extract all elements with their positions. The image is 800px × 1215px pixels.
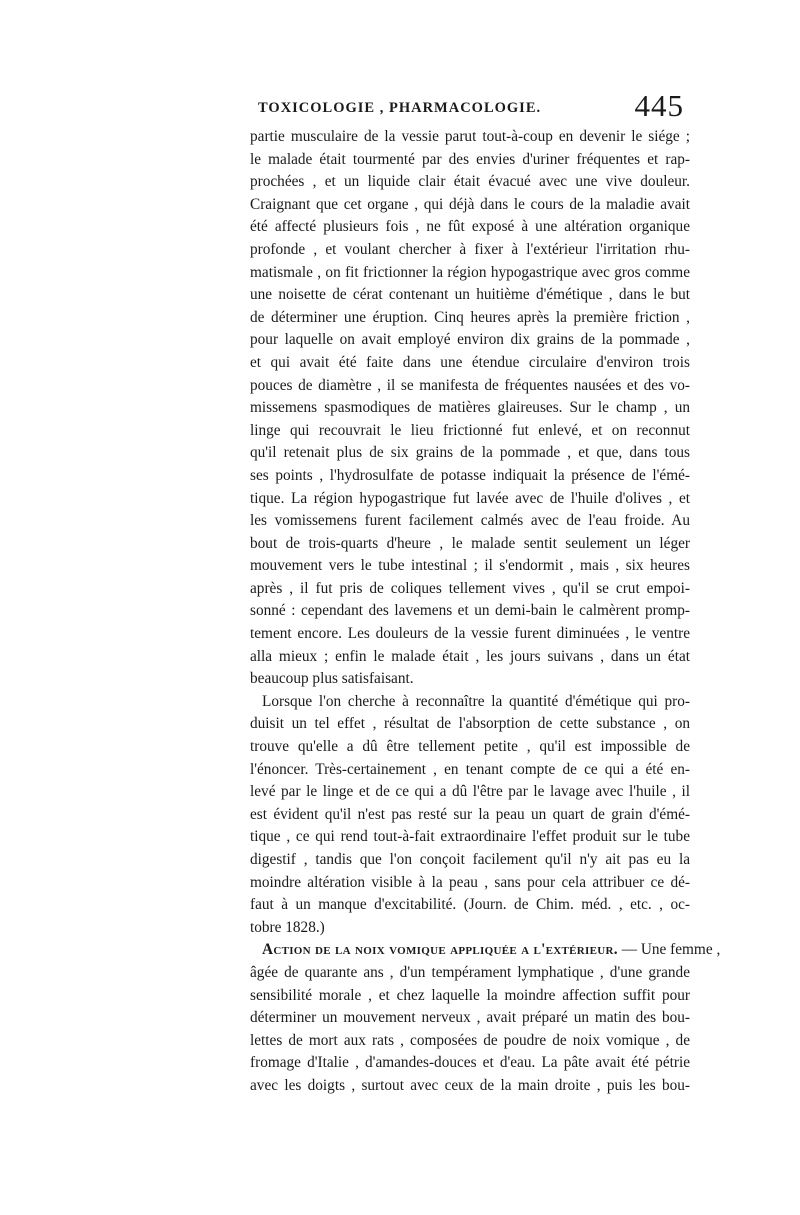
section-heading: Action de la noix vomique appliquée a l'extérieur. (262, 941, 618, 959)
text-line: tement encore. Les douleurs de la vessie furent diminuées , le ventre (250, 625, 690, 643)
text-line: Craignant que cet organe , qui déjà dans le cours de la maladie avait (250, 195, 690, 213)
page-header (252, 88, 688, 128)
text-line: fromage d'Italie , d'amandes-douces et d'eau. La pâte avait été pétrie (250, 1054, 690, 1072)
text-line: est évident qu'il n'est pas resté sur la peau un quart de grain d'émé- (250, 805, 690, 823)
text-line: de déterminer une éruption. Cinq heures après la première friction , (250, 308, 690, 326)
paragraph-1 (250, 126, 690, 691)
text-line: ses points , l'hydrosulfate de potasse indiquait la présence de l'émé- (250, 466, 690, 484)
text-line: bout de trois-quarts d'heure , le malade sentit seulement un léger (250, 534, 690, 552)
text-line: déterminer un mouvement nerveux , avait préparé un matin des bou- (250, 1009, 690, 1027)
text-line: mouvement vers le tube intestinal ; il s'endormit , mais , six heures (250, 557, 690, 575)
text-line: été affecté plusieurs fois , ne fût exposé à une altération organique (250, 218, 690, 236)
text-line: duisit un tel effet , résultat de l'absorption de cette substance , on (250, 715, 690, 733)
page-body (250, 126, 721, 1098)
text-line: pour laquelle on avait employé environ dix grains de la pommade , (250, 331, 690, 349)
text-line: après , il fut pris de coliques tellement vives , qu'il se crut empoi- (250, 579, 690, 597)
text-line (250, 939, 721, 962)
text-line: missemens spasmodiques de matières glaireuses. Sur le champ , un (250, 399, 690, 417)
text-line: levé par le linge et de ce qui a dû l'être par le lavage avec l'huile , il (250, 783, 690, 801)
text-line: le malade était tourmenté par des envies d'uriner fréquentes et rap- (250, 150, 690, 168)
text-run: — Une femme , (617, 941, 721, 959)
text-line: linge qui recouvrait le lieu frictionné fut enlevé, et on reconnut (250, 421, 690, 439)
text-line: tobre 1828.) (250, 918, 325, 936)
text-line: prochées , et un liquide clair était évacué avec une vive douleur. (250, 173, 690, 191)
text-line: une noisette de cérat contenant un huitième d'émétique , dans le but (250, 286, 690, 304)
text-line: les vomissemens furent facilement calmés avec de l'eau froide. Au (250, 512, 690, 530)
text-line: partie musculaire de la vessie parut tout-à-coup en devenir le siége ; (250, 128, 690, 145)
text-line: sonné : cependant des lavemens et un demi-bain le calmèrent promp- (250, 602, 690, 620)
text-line: qu'il retenait plus de six grains de la pommade , et que, dans tous (250, 444, 690, 462)
running-title: TOXICOLOGIE , PHARMACOLOGIE. (258, 100, 542, 116)
text-line: lettes de mort aux rats , composées de poudre de noix vomique , de (250, 1031, 690, 1049)
page-number: 445 (634, 88, 684, 123)
text-line: beaucoup plus satisfaisant. (250, 670, 414, 688)
text-line: tique. La région hypogastrique fut lavée avec de l'huile d'olives , et (250, 489, 690, 507)
text-line: profonde , et voulant chercher à fixer à l'extérieur l'irritation rhu- (250, 240, 690, 258)
paragraph-2 (250, 691, 690, 940)
text-line: trouve qu'elle a dû être tellement petite , qu'il est impossible de (250, 738, 690, 756)
text-line: sensibilité morale , et chez laquelle la moindre affection suffit pour (250, 986, 690, 1004)
text-line: matismale , on fit frictionner la région hypogastrique avec gros comme (250, 263, 690, 281)
text-line: faut à un manque d'excitabilité. (Journ. de Chim. méd. , etc. , oc- (250, 896, 690, 914)
text-line: avec les doigts , surtout avec ceux de la main droite , puis les bou- (250, 1076, 690, 1094)
text-line: moindre altération visible à la peau , sans pour cela attribuer ce dé- (250, 873, 690, 891)
text-line: pouces de diamètre , il se manifesta de fréquentes nausées et des vo- (250, 376, 690, 394)
text-line: Lorsque l'on cherche à reconnaître la quantité d'émétique qui pro- (262, 692, 690, 710)
text-line: alla mieux ; enfin le malade était , les jours suivans , dans un état (250, 647, 690, 665)
text-line: l'énoncer. Très-certainement , en tenant compte de ce qui a été en- (250, 760, 690, 778)
text-line: âgée de quarante ans , d'un tempérament lymphatique , d'une grande (250, 963, 690, 981)
paragraph-3 (250, 939, 721, 1097)
text-line: tique , ce qui rend tout-à-fait extraordinaire l'effet produit sur le tube (250, 828, 690, 846)
text-line: digestif , tandis que l'on conçoit facilement qu'il n'y ait pas eu la (250, 851, 690, 868)
text-line: et qui avait été faite dans une étendue circulaire d'environ trois (250, 353, 690, 371)
